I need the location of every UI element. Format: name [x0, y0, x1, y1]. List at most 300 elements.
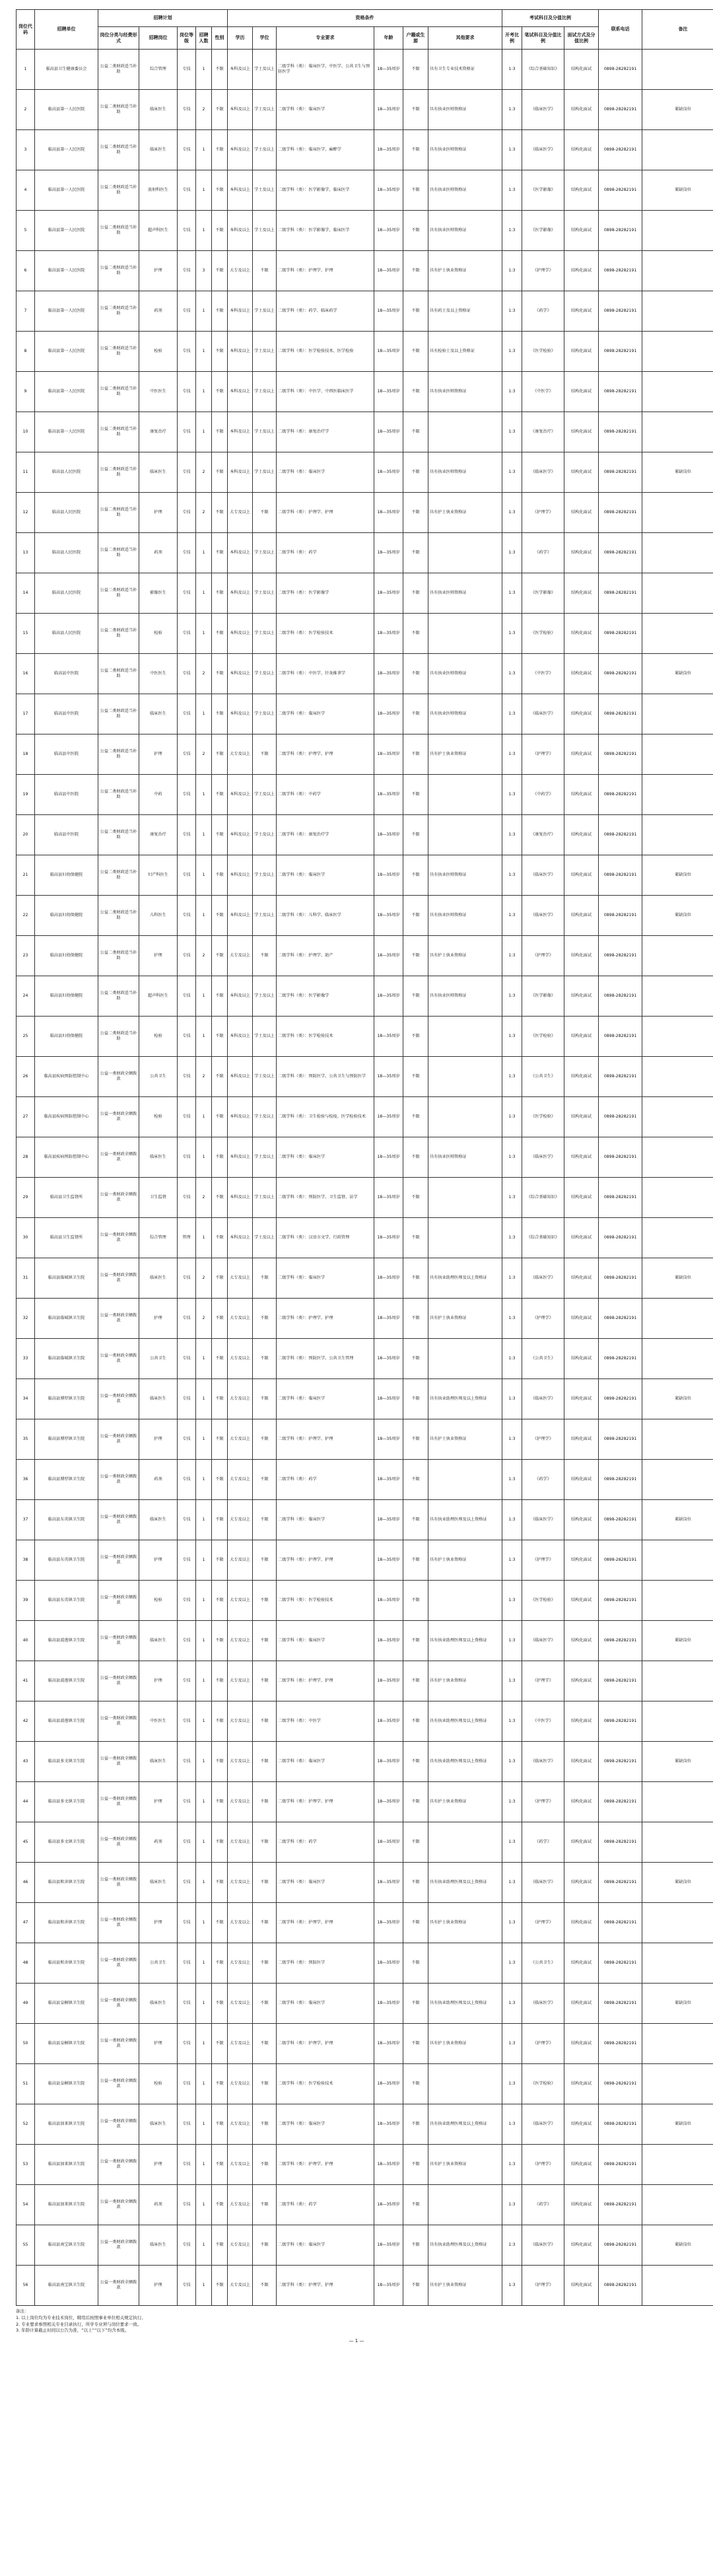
cell-contact: 0898-28282191 [599, 170, 642, 211]
cell-degree: 不限 [253, 2024, 277, 2064]
table-row [17, 1057, 713, 1097]
cell-hukou: 不限 [403, 50, 428, 90]
cell-interview: 结构化面试 [564, 493, 599, 533]
cell-remark [642, 976, 713, 1017]
table-row [17, 170, 713, 211]
cell-count: 1 [196, 1540, 212, 1581]
cell-degree: 不限 [253, 1500, 277, 1540]
cell-degree: 学士及以上 [253, 211, 277, 251]
cell-remark [642, 1419, 713, 1460]
cell-degree: 不限 [253, 2225, 277, 2266]
cell-category: 公益一类财政全额拨款 [98, 1258, 139, 1299]
cell-position: 公共卫生 [139, 1057, 178, 1097]
cell-job-code: 24 [17, 976, 35, 1017]
cell-contact: 0898-28282191 [599, 1500, 642, 1540]
cell-interview: 结构化面试 [564, 2225, 599, 2266]
notes-line: 1. 以上岗位均为专业技术岗位，聘用后按照事业单位相关规定执行。 [16, 2314, 146, 2320]
cell-remark [642, 130, 713, 170]
cell-unit: 临高县皇桐镇卫生院 [35, 2024, 98, 2064]
cell-age: 18—35周岁 [374, 2185, 403, 2225]
cell-interview: 结构化面试 [564, 1863, 599, 1903]
cell-remark [642, 1218, 713, 1258]
cell-gender: 不限 [212, 372, 228, 412]
cell-category: 公益一类财政全额拨款 [98, 1943, 139, 1984]
cell-contact: 0898-28282191 [599, 2064, 642, 2104]
cell-remark [642, 251, 713, 291]
cell-position: 临床医生 [139, 1621, 178, 1661]
cell-age: 18—35周岁 [374, 2104, 403, 2145]
cell-hukou: 不限 [403, 855, 428, 896]
table-row [17, 1621, 713, 1661]
cell-degree: 不限 [253, 2145, 277, 2185]
cell-gender: 不限 [212, 50, 228, 90]
cell-hukou: 不限 [403, 291, 428, 332]
cell-level: 专技 [178, 614, 196, 654]
cell-contact: 0898-28282191 [599, 211, 642, 251]
cell-ratio: 1:3 [502, 1742, 522, 1782]
cell-count: 1 [196, 2145, 212, 2185]
cell-level: 专技 [178, 976, 196, 1017]
table-row [17, 2064, 713, 2104]
cell-category: 公益二类财政适当补助 [98, 734, 139, 775]
cell-other [428, 1943, 502, 1984]
cell-unit: 临高县加来镇卫生院 [35, 2145, 98, 2185]
cell-hukou: 不限 [403, 1822, 428, 1863]
cell-age: 18—35周岁 [374, 452, 403, 493]
cell-other [428, 1581, 502, 1621]
cell-age: 18—35周岁 [374, 1822, 403, 1863]
cell-age: 18—35周岁 [374, 775, 403, 815]
table-row [17, 90, 713, 130]
cell-other: 具有执业助理医师及以上资格证 [428, 1258, 502, 1299]
cell-degree: 不限 [253, 734, 277, 775]
cell-ratio: 1:3 [502, 1379, 522, 1419]
cell-unit: 临高县临城镇卫生院 [35, 1299, 98, 1339]
cell-unit: 临高县波莲镇卫生院 [35, 1621, 98, 1661]
header-interview: 面试方式及分值比例 [564, 27, 599, 50]
cell-contact: 0898-28282191 [599, 1299, 642, 1339]
cell-gender: 不限 [212, 1782, 228, 1822]
cell-position: 超声科医生 [139, 976, 178, 1017]
cell-education: 本科及以上 [228, 1178, 253, 1218]
cell-hukou: 不限 [403, 976, 428, 1017]
cell-unit: 临高县中医院 [35, 815, 98, 855]
table-row [17, 2185, 713, 2225]
cell-category: 公益一类财政全额拨款 [98, 1218, 139, 1258]
cell-interview: 结构化面试 [564, 694, 599, 734]
cell-category: 公益二类财政适当补助 [98, 452, 139, 493]
cell-category: 公益二类财政适当补助 [98, 694, 139, 734]
cell-degree: 学士及以上 [253, 452, 277, 493]
cell-gender: 不限 [212, 1540, 228, 1581]
cell-ratio: 1:3 [502, 1943, 522, 1984]
cell-level: 专技 [178, 50, 196, 90]
cell-ratio: 1:3 [502, 2064, 522, 2104]
cell-job-code: 33 [17, 1339, 35, 1379]
table-row [17, 1540, 713, 1581]
cell-category: 公益一类财政全额拨款 [98, 1581, 139, 1621]
cell-education: 本科及以上 [228, 332, 253, 372]
cell-category: 公益一类财政全额拨款 [98, 2145, 139, 2185]
cell-count: 1 [196, 573, 212, 614]
table-row [17, 1178, 713, 1218]
cell-level: 专技 [178, 1258, 196, 1299]
cell-degree: 不限 [253, 2064, 277, 2104]
table-row [17, 2024, 713, 2064]
cell-education: 本科及以上 [228, 412, 253, 452]
cell-degree: 学士及以上 [253, 1218, 277, 1258]
cell-degree: 不限 [253, 1460, 277, 1500]
cell-interview: 结构化面试 [564, 815, 599, 855]
cell-category: 公益二类财政适当补助 [98, 654, 139, 694]
cell-level: 专技 [178, 1460, 196, 1500]
cell-remark: 紧缺岗位 [642, 654, 713, 694]
cell-major: 二级学科（类）：药学 [277, 533, 374, 573]
cell-gender: 不限 [212, 1299, 228, 1339]
cell-degree: 不限 [253, 1379, 277, 1419]
cell-degree: 学士及以上 [253, 291, 277, 332]
table-row [17, 1339, 713, 1379]
cell-position: 护理 [139, 2024, 178, 2064]
cell-job-code: 36 [17, 1460, 35, 1500]
cell-interview: 结构化面试 [564, 533, 599, 573]
cell-position: 临床医生 [139, 2104, 178, 2145]
cell-major: 二级学科（类）：临床医学 [277, 1379, 374, 1419]
cell-ratio: 1:3 [502, 1057, 522, 1097]
cell-remark [642, 332, 713, 372]
cell-ratio: 1:3 [502, 1419, 522, 1460]
cell-other: 具有执业助理医师及以上资格证 [428, 1701, 502, 1742]
cell-count: 1 [196, 614, 212, 654]
cell-level: 专技 [178, 1863, 196, 1903]
cell-unit: 临高县妇幼保健院 [35, 896, 98, 936]
cell-education: 本科及以上 [228, 533, 253, 573]
cell-other: 具有护士执业资格证 [428, 493, 502, 533]
cell-education: 大专及以上 [228, 1701, 253, 1742]
cell-major: 二级学科（类）：临床医学 [277, 1742, 374, 1782]
cell-level: 专技 [178, 2024, 196, 2064]
cell-unit: 临高县中医院 [35, 694, 98, 734]
cell-age: 18—35周岁 [374, 1258, 403, 1299]
cell-category: 公益二类财政适当补助 [98, 815, 139, 855]
cell-written: 《康复治疗》 [522, 412, 564, 452]
cell-written: 《临床医学》 [522, 855, 564, 896]
cell-major: 二级学科（类）：医学影像学 [277, 976, 374, 1017]
cell-degree: 学士及以上 [253, 533, 277, 573]
cell-unit: 临高县疾病预防控制中心 [35, 1097, 98, 1137]
cell-position: 临床医生 [139, 1984, 178, 2024]
cell-written: 《医学检验》 [522, 1017, 564, 1057]
cell-ratio: 1:3 [502, 855, 522, 896]
cell-job-code: 25 [17, 1017, 35, 1057]
cell-hukou: 不限 [403, 936, 428, 976]
cell-major: 二级学科（类）：临床医学 [277, 1258, 374, 1299]
cell-interview: 结构化面试 [564, 1017, 599, 1057]
cell-count: 2 [196, 493, 212, 533]
cell-ratio: 1:3 [502, 614, 522, 654]
cell-position: 综合管理 [139, 50, 178, 90]
cell-contact: 0898-28282191 [599, 412, 642, 452]
cell-ratio: 1:3 [502, 90, 522, 130]
cell-contact: 0898-28282191 [599, 2104, 642, 2145]
cell-position: 检验 [139, 1097, 178, 1137]
cell-age: 18—35周岁 [374, 291, 403, 332]
cell-contact: 0898-28282191 [599, 614, 642, 654]
cell-contact: 0898-28282191 [599, 1218, 642, 1258]
cell-remark [642, 573, 713, 614]
cell-degree: 学士及以上 [253, 614, 277, 654]
cell-written: 《药学》 [522, 533, 564, 573]
cell-age: 18—35周岁 [374, 170, 403, 211]
cell-interview: 结构化面试 [564, 1419, 599, 1460]
cell-education: 大专及以上 [228, 1419, 253, 1460]
cell-interview: 结构化面试 [564, 1299, 599, 1339]
cell-major: 二级学科（类）：卫生检验与检疫、医学检验技术 [277, 1097, 374, 1137]
cell-position: 超声科医生 [139, 211, 178, 251]
cell-level: 管理 [178, 1218, 196, 1258]
cell-position: 护理 [139, 1419, 178, 1460]
cell-other [428, 533, 502, 573]
cell-remark: 紧缺岗位 [642, 452, 713, 493]
cell-age: 18—35周岁 [374, 493, 403, 533]
table-row [17, 1863, 713, 1903]
cell-age: 18—35周岁 [374, 1500, 403, 1540]
cell-remark: 紧缺岗位 [642, 90, 713, 130]
cell-level: 专技 [178, 1097, 196, 1137]
cell-position: 临床医生 [139, 694, 178, 734]
cell-major: 二级学科（类）：药学 [277, 2185, 374, 2225]
cell-count: 1 [196, 170, 212, 211]
cell-gender: 不限 [212, 332, 228, 372]
cell-written: 《护理学》 [522, 1661, 564, 1701]
cell-level: 专技 [178, 694, 196, 734]
cell-level: 专技 [178, 936, 196, 976]
cell-written: 《中药学》 [522, 775, 564, 815]
cell-degree: 学士及以上 [253, 855, 277, 896]
cell-education: 本科及以上 [228, 452, 253, 493]
cell-major: 二级学科（类）：儿科学、临床医学 [277, 896, 374, 936]
cell-job-code: 56 [17, 2266, 35, 2306]
cell-count: 1 [196, 2024, 212, 2064]
cell-category: 公益二类财政适当补助 [98, 573, 139, 614]
cell-job-code: 3 [17, 130, 35, 170]
cell-major: 二级学科（类）：护理学、护理 [277, 1299, 374, 1339]
cell-unit: 临高县第一人民医院 [35, 130, 98, 170]
cell-age: 18—35周岁 [374, 694, 403, 734]
cell-job-code: 30 [17, 1218, 35, 1258]
cell-count: 1 [196, 1460, 212, 1500]
table-row [17, 533, 713, 573]
cell-degree: 学士及以上 [253, 372, 277, 412]
cell-position: 临床医生 [139, 130, 178, 170]
cell-other: 具有执业医师资格证 [428, 855, 502, 896]
cell-degree: 不限 [253, 1581, 277, 1621]
cell-remark [642, 1943, 713, 1984]
cell-interview: 结构化面试 [564, 1661, 599, 1701]
cell-age: 18—35周岁 [374, 1057, 403, 1097]
cell-other [428, 1057, 502, 1097]
table-row [17, 50, 713, 90]
cell-other: 具有护士执业资格证 [428, 1661, 502, 1701]
cell-gender: 不限 [212, 452, 228, 493]
header-position: 招聘岗位 [139, 27, 178, 50]
cell-major: 二级学科（类）：预防医学、公共卫生与预防医学 [277, 1057, 374, 1097]
cell-job-code: 8 [17, 332, 35, 372]
cell-major: 二级学科（类）：康复治疗学 [277, 412, 374, 452]
cell-other: 具有护士执业资格证 [428, 2266, 502, 2306]
cell-age: 18—35周岁 [374, 614, 403, 654]
header-age: 年龄 [374, 27, 403, 50]
cell-level: 专技 [178, 1500, 196, 1540]
cell-hukou: 不限 [403, 1742, 428, 1782]
cell-interview: 结构化面试 [564, 1581, 599, 1621]
cell-position: 中医医生 [139, 372, 178, 412]
cell-education: 本科及以上 [228, 1218, 253, 1258]
cell-degree: 不限 [253, 1984, 277, 2024]
cell-gender: 不限 [212, 2185, 228, 2225]
table-row [17, 1137, 713, 1178]
cell-job-code: 1 [17, 50, 35, 90]
cell-other: 具有护士执业资格证 [428, 1903, 502, 1943]
cell-count: 2 [196, 1057, 212, 1097]
cell-gender: 不限 [212, 573, 228, 614]
cell-remark [642, 1782, 713, 1822]
cell-job-code: 19 [17, 775, 35, 815]
cell-gender: 不限 [212, 2024, 228, 2064]
cell-degree: 不限 [253, 2104, 277, 2145]
cell-other: 具有护士执业资格证 [428, 1540, 502, 1581]
cell-remark: 紧缺岗位 [642, 1984, 713, 2024]
cell-position: 临床医生 [139, 452, 178, 493]
cell-count: 1 [196, 1500, 212, 1540]
cell-position: 临床医生 [139, 1863, 178, 1903]
cell-contact: 0898-28282191 [599, 50, 642, 90]
cell-degree: 不限 [253, 1782, 277, 1822]
cell-contact: 0898-28282191 [599, 1984, 642, 2024]
cell-hukou: 不限 [403, 614, 428, 654]
cell-degree: 学士及以上 [253, 90, 277, 130]
cell-category: 公益二类财政适当补助 [98, 936, 139, 976]
cell-position: 检验 [139, 1017, 178, 1057]
cell-other: 具有执业助理医师及以上资格证 [428, 1500, 502, 1540]
cell-degree: 学士及以上 [253, 976, 277, 1017]
cell-age: 18—35周岁 [374, 896, 403, 936]
cell-ratio: 1:3 [502, 1581, 522, 1621]
cell-hukou: 不限 [403, 2145, 428, 2185]
cell-interview: 结构化面试 [564, 1621, 599, 1661]
cell-age: 18—35周岁 [374, 412, 403, 452]
cell-hukou: 不限 [403, 372, 428, 412]
cell-other: 具有执业助理医师及以上资格证 [428, 1984, 502, 2024]
cell-ratio: 1:3 [502, 1863, 522, 1903]
cell-hukou: 不限 [403, 1581, 428, 1621]
cell-contact: 0898-28282191 [599, 372, 642, 412]
cell-interview: 结构化面试 [564, 1903, 599, 1943]
cell-count: 1 [196, 2225, 212, 2266]
cell-job-code: 55 [17, 2225, 35, 2266]
cell-education: 大专及以上 [228, 2024, 253, 2064]
cell-major: 二级学科（类）：医学检验技术 [277, 614, 374, 654]
cell-gender: 不限 [212, 2104, 228, 2145]
cell-written: 《药学》 [522, 2185, 564, 2225]
cell-remark [642, 372, 713, 412]
header-other: 其他要求 [428, 27, 502, 50]
cell-job-code: 43 [17, 1742, 35, 1782]
cell-job-code: 28 [17, 1137, 35, 1178]
cell-education: 本科及以上 [228, 573, 253, 614]
table-row [17, 896, 713, 936]
cell-gender: 不限 [212, 1984, 228, 2024]
cell-hukou: 不限 [403, 1218, 428, 1258]
header-plan: 招聘计划 [98, 10, 228, 27]
cell-contact: 0898-28282191 [599, 291, 642, 332]
cell-level: 专技 [178, 1581, 196, 1621]
cell-major: 二级学科（类）：临床医学 [277, 1500, 374, 1540]
cell-major: 二级学科（类）：护理学、护理 [277, 493, 374, 533]
cell-written: 《中医学》 [522, 654, 564, 694]
cell-degree: 学士及以上 [253, 50, 277, 90]
cell-hukou: 不限 [403, 1661, 428, 1701]
table-row [17, 654, 713, 694]
cell-level: 专技 [178, 1178, 196, 1218]
cell-gender: 不限 [212, 2225, 228, 2266]
cell-job-code: 46 [17, 1863, 35, 1903]
cell-gender: 不限 [212, 775, 228, 815]
cell-job-code: 6 [17, 251, 35, 291]
cell-position: 检验 [139, 1581, 178, 1621]
cell-age: 18—35周岁 [374, 936, 403, 976]
table-row [17, 412, 713, 452]
header-degree: 学位 [253, 27, 277, 50]
cell-job-code: 39 [17, 1581, 35, 1621]
cell-major: 二级学科（类）：药学 [277, 1460, 374, 1500]
cell-count: 1 [196, 1782, 212, 1822]
cell-other: 具有执业助理医师及以上资格证 [428, 1621, 502, 1661]
cell-hukou: 不限 [403, 1379, 428, 1419]
cell-other [428, 1097, 502, 1137]
cell-written: 《临床医学》 [522, 452, 564, 493]
cell-level: 专技 [178, 2064, 196, 2104]
cell-education: 本科及以上 [228, 855, 253, 896]
cell-unit: 临高县波莲镇卫生院 [35, 1701, 98, 1742]
cell-level: 专技 [178, 815, 196, 855]
cell-written: 《护理学》 [522, 936, 564, 976]
cell-job-code: 53 [17, 2145, 35, 2185]
cell-ratio: 1:3 [502, 1984, 522, 2024]
cell-level: 专技 [178, 291, 196, 332]
cell-written: 《药学》 [522, 1460, 564, 1500]
cell-remark: 紧缺岗位 [642, 855, 713, 896]
cell-category: 公益一类财政全额拨款 [98, 1460, 139, 1500]
cell-interview: 结构化面试 [564, 654, 599, 694]
cell-major: 二级学科（类）：护理学、护理 [277, 734, 374, 775]
cell-education: 大专及以上 [228, 1661, 253, 1701]
cell-gender: 不限 [212, 1379, 228, 1419]
header-written: 笔试科目及分值比例 [522, 27, 564, 50]
cell-level: 专技 [178, 1379, 196, 1419]
cell-job-code: 32 [17, 1299, 35, 1339]
cell-remark [642, 694, 713, 734]
cell-count: 1 [196, 694, 212, 734]
table-row [17, 332, 713, 372]
cell-ratio: 1:3 [502, 1339, 522, 1379]
cell-degree: 不限 [253, 1621, 277, 1661]
cell-hukou: 不限 [403, 896, 428, 936]
cell-gender: 不限 [212, 614, 228, 654]
table-body [17, 50, 713, 2306]
cell-major: 二级学科（类）：护理学、护理 [277, 2024, 374, 2064]
cell-ratio: 1:3 [502, 332, 522, 372]
